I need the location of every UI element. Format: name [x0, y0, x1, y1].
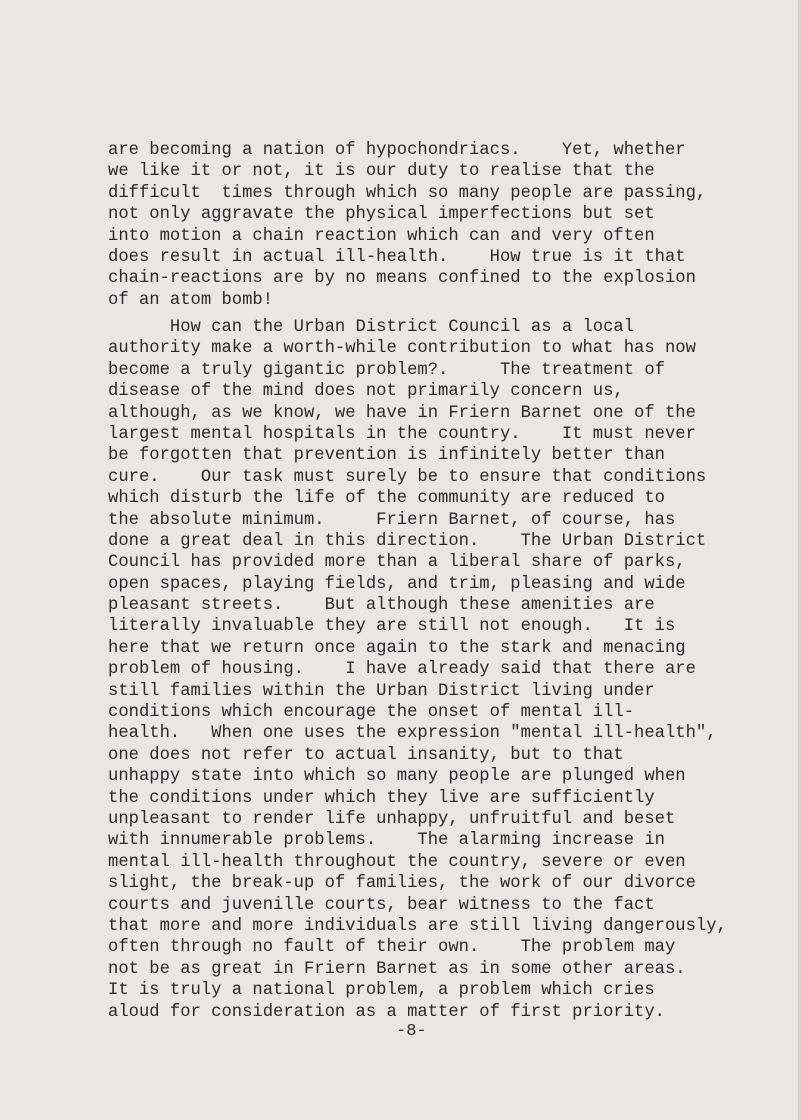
text-line: the conditions under which they live are sufficiently [108, 788, 655, 808]
text-line: still families within the Urban District living under [108, 681, 655, 701]
text-line: not be as great in Friern Barnet as in some other areas. [108, 959, 686, 979]
text-line: cure. Our task must surely be to ensure that conditions [108, 467, 707, 487]
text-line: often through no fault of their own. The problem may [108, 938, 676, 958]
text-line: that more and more individuals are still living dangerously, [108, 916, 727, 936]
text-line: conditions which encourage the onset of mental ill- [108, 703, 635, 723]
text-line: Council has provided more than a liberal share of parks, [108, 553, 686, 573]
text-line: authority make a worth-while contribution to what has now [108, 339, 696, 359]
text-line: health. When one uses the expression "mental ill-health", [108, 724, 717, 744]
text-line: unpleasant to render life unhappy, unfruitful and beset [108, 809, 676, 829]
text-line: chain-reactions are by no means confined to the explosion [108, 269, 696, 289]
paragraph-2 [108, 317, 727, 1023]
text-line: mental ill-health throughout the country, severe or even [108, 852, 686, 872]
text-line: problem of housing. I have already said that there are [108, 660, 696, 680]
text-line: slight, the break-up of families, the work of our divorce [108, 874, 696, 894]
text-line: difficult times through which so many people are passing, [108, 183, 707, 203]
text-line: not only aggravate the physical imperfections but set [108, 205, 655, 225]
text-line: of an atom bomb! [108, 290, 274, 310]
text-line: with innumerable problems. The alarming increase in [108, 831, 665, 851]
text-line: does result in actual ill-health. How true is it that [108, 247, 686, 267]
text-line: here that we return once again to the stark and menacing [108, 638, 686, 658]
text-line: How can the Urban District Council as a local [108, 318, 635, 337]
text-line: unhappy state into which so many people are plunged when [108, 767, 686, 787]
text-line: one does not refer to actual insanity, but to that [108, 745, 624, 765]
text-line: done a great deal in this direction. The Urban District [108, 531, 707, 551]
text-line: aloud for consideration as a matter of first priority. [108, 1002, 665, 1022]
text-line: literally invaluable they are still not enough. It is [108, 617, 676, 637]
page-number: -8- [396, 1022, 427, 1041]
text-line: we like it or not, it is our duty to realise that the [108, 162, 655, 182]
paragraph-1 [108, 140, 706, 311]
text-line: into motion a chain reaction which can and very often [108, 226, 655, 246]
text-line: which disturb the life of the community are reduced to [108, 489, 665, 509]
text-line: although, as we know, we have in Friern Barnet one of the [108, 403, 696, 423]
text-line: be forgotten that prevention is infinitely better than [108, 446, 665, 466]
text-line: the absolute minimum. Friern Barnet, of course, has [108, 510, 676, 530]
text-line: open spaces, playing fields, and trim, pleasing and wide [108, 574, 686, 594]
text-line: It is truly a national problem, a problem which cries [108, 981, 655, 1001]
text-line: pleasant streets. But although these amenities are [108, 596, 655, 616]
text-line: largest mental hospitals in the country. It must never [108, 424, 696, 444]
text-line: disease of the mind does not primarily concern us, [108, 382, 624, 402]
text-line: are becoming a nation of hypochondriacs. Yet, whether [108, 141, 686, 160]
text-line: courts and juvenille courts, bear witness to the fact [108, 895, 655, 915]
text-line: become a truly gigantic problem?. The treatment of [108, 360, 665, 380]
